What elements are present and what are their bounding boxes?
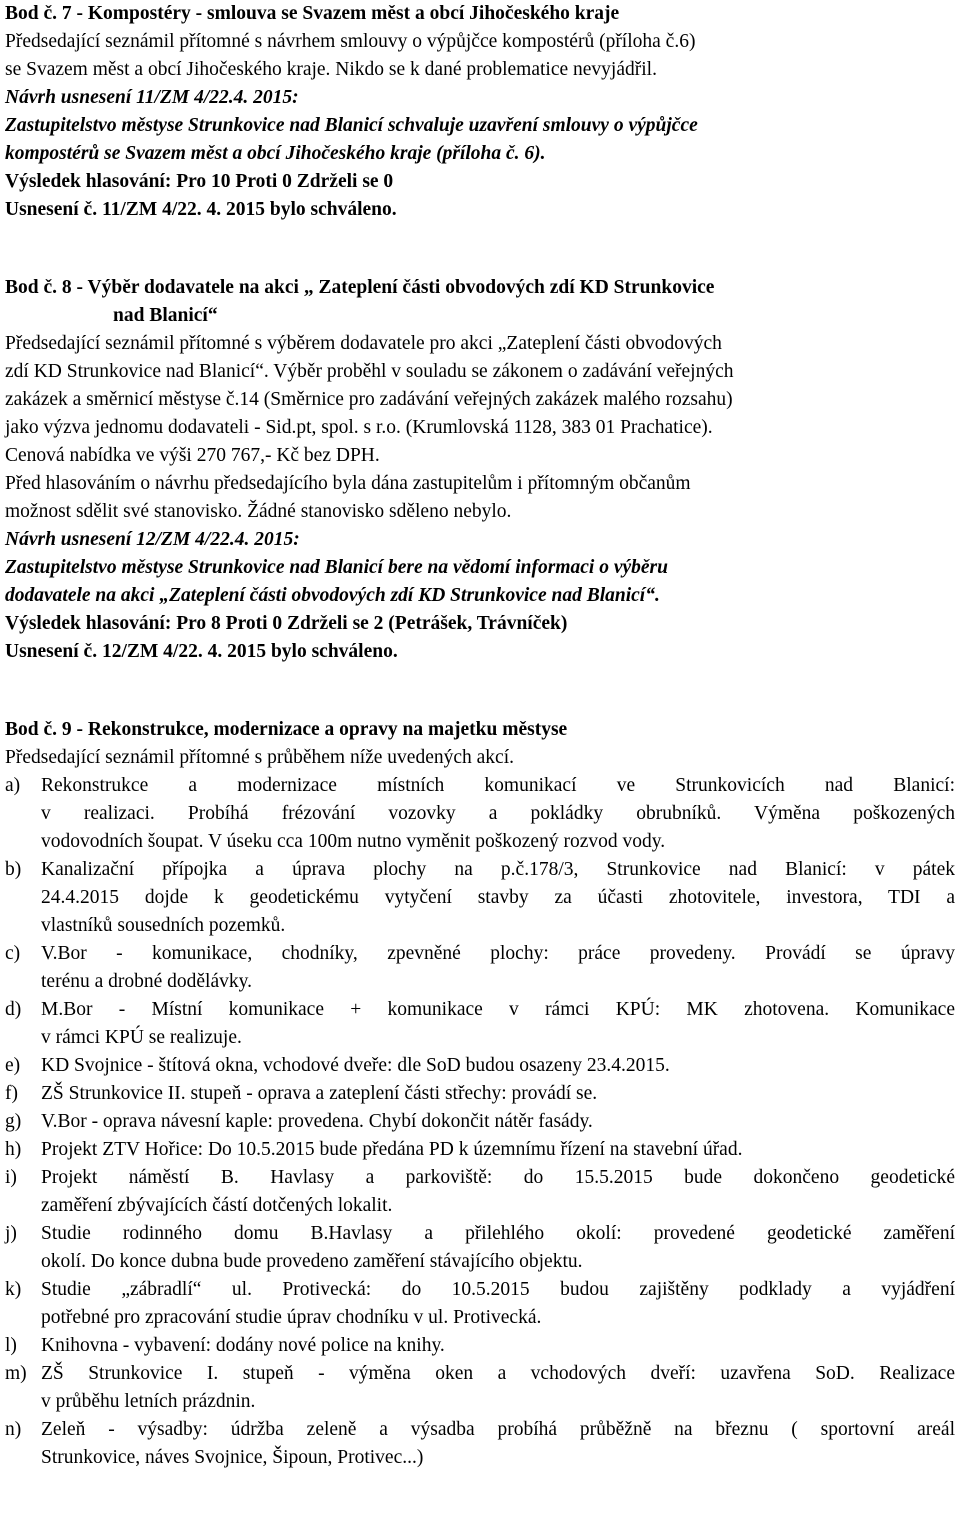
- list-item-line: KD Svojnice - štítová okna, vchodové dveře: dle SoD budou osazeny 23.4.2015.: [41, 1055, 670, 1076]
- list-item-marker: k): [5, 1279, 22, 1300]
- resolution-line: Zastupitelstvo městyse Strunkovice nad Blanicí schvaluje uzavření smlouvy o výpůjčce: [5, 115, 698, 136]
- list-item: [5, 996, 955, 1052]
- list-item-marker: m): [5, 1363, 27, 1384]
- list-item-marker: l): [5, 1335, 17, 1356]
- list-item: [5, 856, 955, 940]
- resolution-line: dodavatele na akci „Zateplení části obvodových zdí KD Strunkovice nad Blanicí“.: [5, 585, 660, 606]
- list-item-line: terénu a drobné dodělávky.: [41, 971, 252, 992]
- section-spacer: [5, 666, 955, 716]
- paragraph-line: Před hlasováním o návrhu předsedajícího byla dána zastupitelům i přítomným občanům: [5, 473, 691, 494]
- list-item-line: v průběhu letních prázdnin.: [41, 1391, 256, 1412]
- list-item: [5, 940, 955, 996]
- list-item-line: Studie „zábradlí“ ul. Protivecká: do 10.5.2015 budou zajištěny podklady a vyjádření: [41, 1279, 955, 1300]
- section-bod-7: [5, 0, 955, 224]
- vote-result: Výsledek hlasování: Pro 10 Proti 0 Zdrželi se 0: [5, 171, 394, 192]
- list-item-line: zaměření zbývajících částí dotčených lokalit.: [41, 1195, 393, 1216]
- list-item-line: M.Bor - Místní komunikace + komunikace v rámci KPÚ: MK zhotovena. Komunikace: [41, 999, 955, 1020]
- section-title-continued: nad Blanicí“: [113, 305, 218, 326]
- list-item: [5, 772, 955, 856]
- list-item: [5, 1360, 955, 1416]
- paragraph-line: Cenová nabídka ve výši 270 767,- Kč bez DPH.: [5, 445, 380, 466]
- paragraph-line: Předsedající seznámil přítomné s průběhem níže uvedených akcí.: [5, 747, 514, 768]
- list-item-line: v rámci KPÚ se realizuje.: [41, 1027, 242, 1048]
- section-title: Bod č. 7 - Kompostéry - smlouva se Svazem měst a obcí Jihočeského kraje: [5, 3, 620, 24]
- resolution-line: Zastupitelstvo městyse Strunkovice nad Blanicí bere na vědomí informaci o výběru: [5, 557, 668, 578]
- list-item-line: ZŠ Strunkovice I. stupeň - výměna oken a vchodových dveří: uzavřena SoD. Realizace: [41, 1363, 955, 1384]
- list-item-line: 24.4.2015 dojde k geodetickému vytyčení stavby za účasti zhotovitele, investora, TDI a: [41, 887, 955, 908]
- list-item: [5, 1220, 955, 1276]
- paragraph-line: se Svazem měst a obcí Jihočeského kraje. Nikdo se k dané problematice nevyjádřil.: [5, 59, 657, 80]
- paragraph-line: Předsedající seznámil přítomné s výběrem dodavatele pro akci „Zateplení části obvodových: [5, 333, 722, 354]
- paragraph-line: Předsedající seznámil přítomné s návrhem smlouvy o výpůjčce kompostérů (příloha č.6): [5, 31, 696, 52]
- section-title: Bod č. 8 - Výběr dodavatele na akci „ Zateplení části obvodových zdí KD Strunkovice: [5, 277, 715, 298]
- list-item-line: Projekt ZTV Hořice: Do 10.5.2015 bude předána PD k územnímu řízení na stavební úřad.: [41, 1139, 743, 1160]
- list-item-line: okolí. Do konce dubna bude provedeno zaměření stávajícího objektu.: [41, 1251, 583, 1272]
- list-item-line: Studie rodinného domu B.Havlasy a přilehlého okolí: provedené geodetické zaměření: [41, 1223, 955, 1244]
- list-item-line: vlastníků sousedních pozemků.: [41, 915, 286, 936]
- list-item: [5, 1080, 955, 1108]
- list-item-marker: h): [5, 1139, 22, 1160]
- list-item-marker: g): [5, 1111, 22, 1132]
- list-item-line: Strunkovice, náves Svojnice, Šipoun, Protivec...): [41, 1447, 424, 1468]
- list-item-line: V.Bor - oprava návesní kaple: provedena. Chybí dokončit nátěr fasády.: [41, 1111, 593, 1132]
- list-item-marker: a): [5, 775, 21, 796]
- list-item: [5, 1332, 955, 1360]
- list-item-marker: n): [5, 1419, 22, 1440]
- section-bod-9: [5, 716, 955, 1472]
- list-item-line: Knihovna - vybavení: dodány nové police na knihy.: [41, 1335, 445, 1356]
- paragraph-line: zakázek a směrnicí městyse č.14 (Směrnice pro zadávání veřejných zakázek malého rozsahu): [5, 389, 733, 410]
- section-spacer: [5, 224, 955, 274]
- document-page: [5, 0, 955, 1472]
- list-item-marker: d): [5, 999, 22, 1020]
- resolution-line: kompostérů se Svazem měst a obcí Jihočeského kraje (příloha č. 6).: [5, 143, 546, 164]
- action-list: [5, 772, 955, 1472]
- list-item-line: vodovodních šoupat. V úseku cca 100m nutno vyměnit poškozený rozvod vody.: [41, 831, 666, 852]
- list-item-line: Projekt náměstí B. Havlasy a parkoviště: do 15.5.2015 bude dokončeno geodetické: [41, 1167, 955, 1188]
- list-item-line: potřebné pro zpracování studie úprav chodníku v ul. Protivecká.: [41, 1307, 542, 1328]
- list-item: [5, 1164, 955, 1220]
- list-item-line: Zeleň - výsadby: údržba zeleně a výsadba probíhá průběžně na březnu ( sportovní areál: [41, 1419, 955, 1440]
- decision-line: Usnesení č. 12/ZM 4/22. 4. 2015 bylo schváleno.: [5, 641, 398, 662]
- list-item-marker: e): [5, 1055, 21, 1076]
- list-item-marker: f): [5, 1083, 18, 1104]
- decision-line: Usnesení č. 11/ZM 4/22. 4. 2015 bylo schváleno.: [5, 199, 397, 220]
- proposal-heading: Návrh usnesení 12/ZM 4/22.4. 2015:: [5, 529, 300, 550]
- section-bod-8: [5, 274, 955, 666]
- paragraph-line: možnost sdělit své stanovisko. Žádné stanovisko sděleno nebylo.: [5, 501, 512, 522]
- vote-result: Výsledek hlasování: Pro 8 Proti 0 Zdrželi se 2 (Petrášek, Trávníček): [5, 613, 568, 634]
- list-item-line: ZŠ Strunkovice II. stupeň - oprava a zateplení části střechy: provádí se.: [41, 1083, 598, 1104]
- proposal-heading: Návrh usnesení 11/ZM 4/22.4. 2015:: [5, 87, 299, 108]
- list-item-marker: j): [5, 1223, 17, 1244]
- list-item-line: V.Bor - komunikace, chodníky, zpevněné plochy: práce provedeny. Provádí se úpravy: [41, 943, 955, 964]
- list-item: [5, 1276, 955, 1332]
- section-title: Bod č. 9 - Rekonstrukce, modernizace a opravy na majetku městyse: [5, 719, 568, 740]
- list-item-line: Rekonstrukce a modernizace místních komunikací ve Strunkovicích nad Blanicí:: [41, 775, 955, 796]
- paragraph-line: jako výzva jednomu dodavateli - Sid.pt, spol. s r.o. (Krumlovská 1128, 383 01 Prachatice).: [5, 417, 713, 438]
- list-item-marker: i): [5, 1167, 17, 1188]
- paragraph-line: zdí KD Strunkovice nad Blanicí“. Výběr proběhl v souladu se zákonem o zadávání veřejných: [5, 361, 734, 382]
- list-item: [5, 1108, 955, 1136]
- list-item-marker: c): [5, 943, 21, 964]
- list-item-line: Kanalizační přípojka a úprava plochy na p.č.178/3, Strunkovice nad Blanicí: v pátek: [41, 859, 955, 880]
- list-item-marker: b): [5, 859, 22, 880]
- list-item: [5, 1052, 955, 1080]
- list-item-line: v realizaci. Probíhá frézování vozovky a pokládky obrubníků. Výměna poškozených: [41, 803, 955, 824]
- list-item: [5, 1416, 955, 1472]
- list-item: [5, 1136, 955, 1164]
